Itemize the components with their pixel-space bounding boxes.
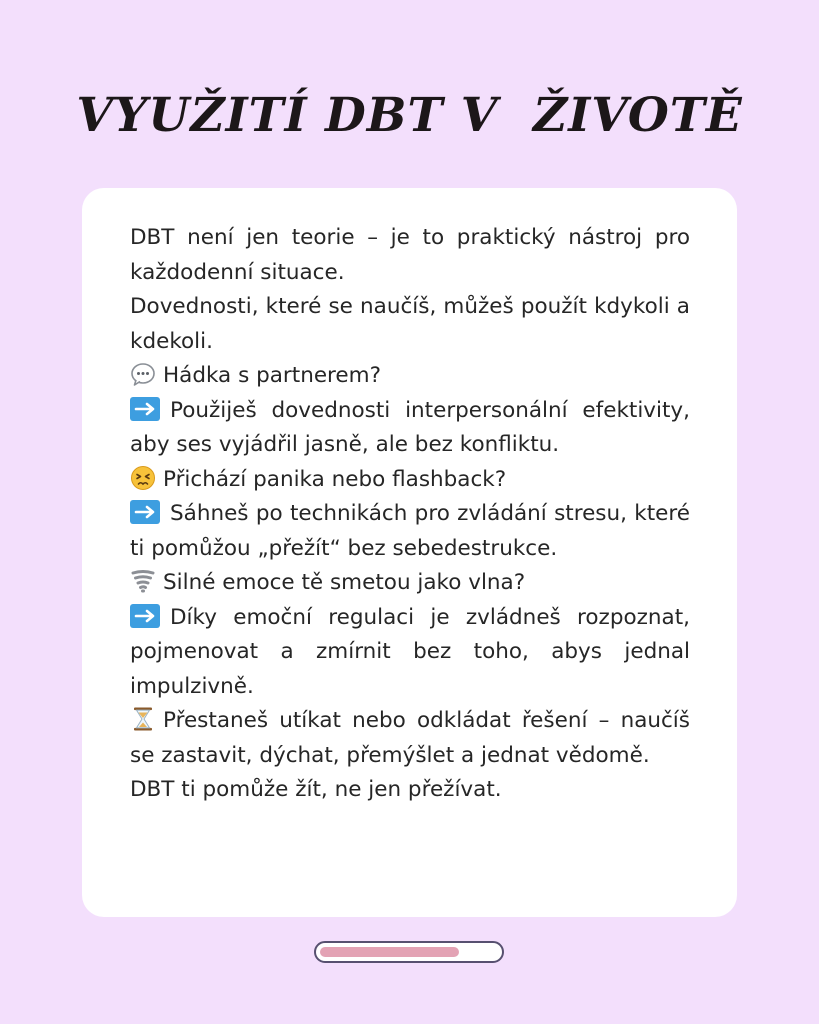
paragraph-text: Díky emoční regulaci je zvládneš rozpoznat, pojmenovat a zmírnit bez toho, abys jednal impulzivně. — [130, 604, 690, 699]
paragraph-text: DBT ti pomůže žít, ne jen přežívat. — [130, 777, 502, 802]
situation-avoidance — [130, 704, 690, 773]
paragraph-text: Přestaneš utíkat nebo odkládat řešení – naučíš se zastavit, dýchat, přemýšlet a jednat vědomě. — [130, 708, 690, 768]
paragraph-text: Hádka s partnerem? — [163, 363, 382, 388]
paragraph-text: Dovednosti, které se naučíš, můžeš použít kdykoli a kdekoli. — [130, 294, 690, 354]
situation-panic — [130, 463, 690, 498]
response-regulation — [130, 601, 690, 705]
page-title: VYUŽITÍ DBT V ŽIVOTĚ — [76, 88, 743, 143]
right-arrow-icon — [130, 604, 160, 628]
progress-bar — [314, 941, 504, 963]
paragraph-text: Sáhneš po technikách pro zvládání stresu, které ti pomůžou „přežít“ bez sebedestrukce. — [130, 501, 690, 561]
content-card — [82, 188, 737, 917]
closing-paragraph — [130, 773, 690, 808]
tornado-icon — [130, 568, 156, 594]
persevering-face-icon — [130, 465, 156, 491]
intro-paragraph — [130, 221, 690, 290]
response-stress — [130, 497, 690, 566]
paragraph-text: Použiješ dovednosti interpersonální efektivity, aby ses vyjádřil jasně, ale bez konfliktu. — [130, 397, 690, 457]
paragraph-text: DBT není jen teorie – je to praktický nástroj pro každodenní situace. — [130, 225, 690, 285]
paragraph-text: Přichází panika nebo flashback? — [163, 466, 507, 492]
situation-emotions — [130, 566, 690, 601]
progress-fill — [320, 947, 459, 957]
right-arrow-icon — [130, 397, 160, 421]
response-interpersonal — [130, 394, 690, 463]
right-arrow-icon — [130, 500, 160, 524]
paragraph-text: Silné emoce tě smetou jako vlna? — [163, 570, 526, 595]
speech-bubble-icon — [130, 361, 156, 387]
hourglass-icon — [130, 706, 156, 732]
card-content — [130, 221, 690, 808]
skills-paragraph — [130, 290, 690, 359]
situation-quarrel — [130, 359, 690, 394]
